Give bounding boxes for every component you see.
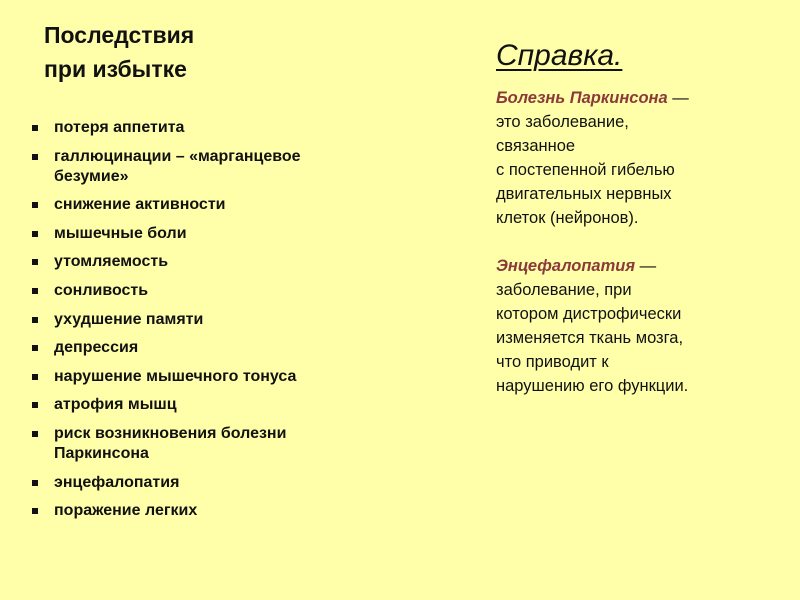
definition-dash: — bbox=[667, 89, 689, 107]
effect-item bbox=[32, 147, 432, 187]
bullet-icon bbox=[32, 259, 38, 265]
definition-text: нарушению его функции. bbox=[496, 377, 689, 395]
effects-column bbox=[32, 18, 432, 530]
definition-dash: — bbox=[635, 257, 657, 275]
definitions bbox=[496, 86, 786, 398]
effect-item-text: мышечные боли bbox=[54, 224, 187, 242]
effect-item-text: снижение активности bbox=[54, 196, 226, 214]
effect-item-text: галлюцинации – «марганцевое bbox=[54, 147, 301, 165]
effect-item bbox=[32, 310, 432, 330]
effect-item bbox=[32, 281, 432, 301]
effect-item bbox=[32, 473, 432, 493]
effect-item bbox=[32, 501, 432, 521]
effects-list bbox=[32, 118, 432, 521]
definition-text: это заболевание, bbox=[496, 113, 629, 131]
definition bbox=[496, 254, 786, 398]
bullet-icon bbox=[32, 480, 38, 486]
definition-text: котором дистрофически bbox=[496, 305, 682, 323]
bullet-icon bbox=[32, 345, 38, 351]
effect-item-text: нарушение мышечного тонуса bbox=[54, 367, 297, 385]
bullet-icon bbox=[32, 317, 38, 323]
effects-title bbox=[32, 18, 432, 86]
effect-item bbox=[32, 395, 432, 415]
effect-item bbox=[32, 424, 432, 464]
bullet-icon bbox=[32, 288, 38, 294]
bullet-icon bbox=[32, 508, 38, 514]
bullet-icon bbox=[32, 374, 38, 380]
effect-item-text: сонливость bbox=[54, 281, 149, 299]
effect-item-text: Паркинсона bbox=[54, 444, 149, 462]
effect-item bbox=[32, 118, 432, 138]
effect-item-text: безумие» bbox=[54, 167, 129, 185]
definition-text: связанное bbox=[496, 137, 576, 155]
bullet-icon bbox=[32, 402, 38, 408]
definition-text: с постепенной гибелью bbox=[496, 161, 675, 179]
effects-title-line: Последствия bbox=[44, 22, 195, 48]
reference-heading: Справка. bbox=[496, 39, 623, 72]
bullet-icon bbox=[32, 154, 38, 160]
effect-item-text: депрессия bbox=[54, 339, 139, 357]
bullet-icon bbox=[32, 231, 38, 237]
effect-item-text: потеря аппетита bbox=[54, 119, 185, 136]
definition-term: Болезнь Паркинсона bbox=[496, 89, 668, 107]
definition-text: изменяется ткань мозга, bbox=[496, 329, 684, 347]
definition-term-line bbox=[496, 254, 786, 278]
effect-item-text: атрофия мышц bbox=[54, 396, 177, 414]
effect-item bbox=[32, 367, 432, 387]
effect-item-text: энцефалопатия bbox=[54, 473, 180, 491]
definition-text: что приводит к bbox=[496, 353, 609, 371]
effect-item bbox=[32, 338, 432, 358]
effect-item bbox=[32, 195, 432, 215]
bullet-icon bbox=[32, 431, 38, 437]
effect-item-text: ухудшение памяти bbox=[54, 310, 204, 328]
effect-item bbox=[32, 252, 432, 272]
bullet-icon bbox=[32, 202, 38, 208]
effect-item-text: утомляемость bbox=[54, 253, 169, 271]
reference-column bbox=[496, 36, 786, 398]
effect-item bbox=[32, 224, 432, 244]
effect-item-text: поражение легких bbox=[54, 502, 198, 520]
effects-title-line: при избытке bbox=[44, 56, 187, 82]
effect-item-text: риск возникновения болезни bbox=[54, 424, 287, 442]
definition bbox=[496, 86, 786, 230]
bullet-icon bbox=[32, 125, 38, 131]
definition-text: двигательных нервных bbox=[496, 185, 672, 203]
definition-text: клеток (нейронов). bbox=[496, 209, 639, 227]
definition-term: Энцефалопатия bbox=[496, 257, 636, 275]
definition-term-line bbox=[496, 86, 786, 110]
definition-text: заболевание, при bbox=[496, 281, 632, 299]
